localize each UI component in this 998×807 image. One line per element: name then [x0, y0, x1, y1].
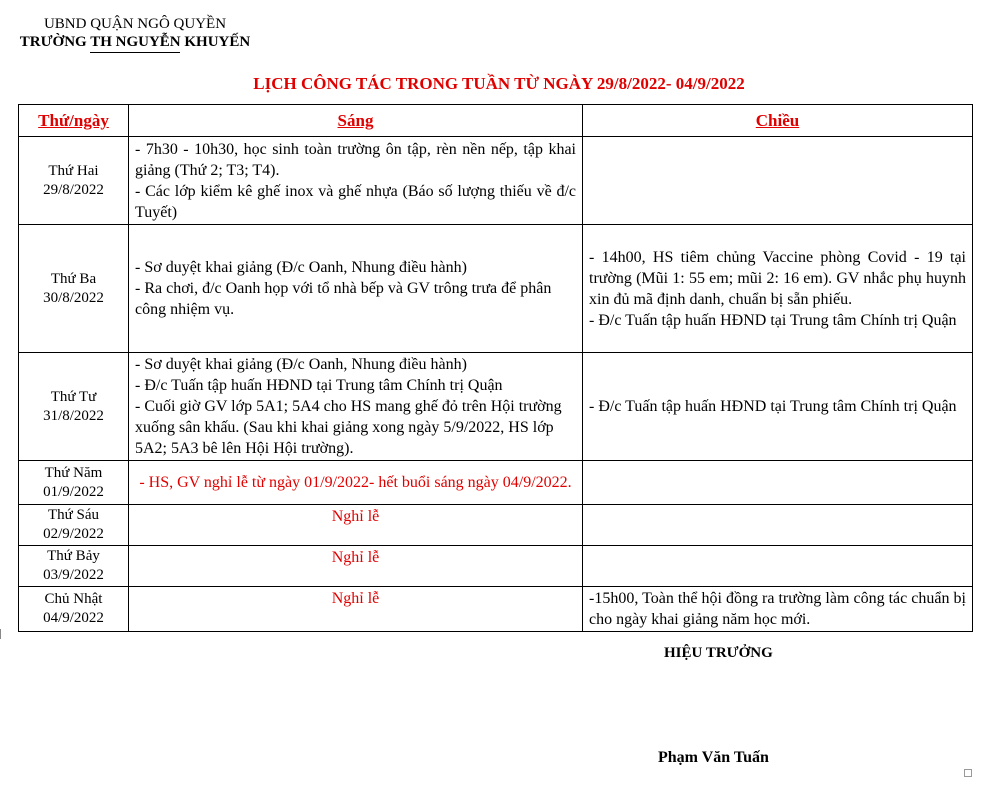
afternoon-cell: [583, 461, 973, 505]
school-header: [0, 15, 270, 53]
schedule-item: - Sơ duyệt khai giảng (Đ/c Oanh, Nhung điều hành): [135, 356, 467, 373]
holiday-label: Nghỉ lễ: [331, 508, 380, 525]
afternoon-cell: [583, 137, 973, 225]
table-row: [19, 461, 973, 505]
afternoon-cell: [583, 353, 973, 461]
schedule-item: - Cuối giờ GV lớp 5A1; 5A4 cho HS mang ghế đỏ trên Hội trường xuống sân khấu. (Sau khi khai giảng xong ngày 5/9/2022, HS lớp 5A2; 5A3 bê lên Hội Hội trường).: [135, 398, 562, 457]
day-cell: [19, 587, 129, 632]
day-name: Thứ Sáu: [47, 507, 100, 523]
margin-marker: [0, 629, 1, 639]
day-name: Thứ Bảy: [47, 548, 100, 564]
morning-cell: [129, 505, 583, 546]
afternoon-cell: [583, 546, 973, 587]
school-name: TRƯỜNG TH NGUYỄN KHUYẾN: [19, 34, 251, 50]
day-name: Thứ Năm: [44, 464, 103, 481]
morning-cell: [129, 353, 583, 461]
schedule-item: - Các lớp kiểm kê ghế inox và ghế nhựa (Báo số lượng thiếu về đ/c Tuyết): [135, 182, 576, 221]
signature-title: HIỆU TRƯỞNG: [664, 645, 773, 661]
column-header-day: Thứ/ngày: [19, 105, 129, 137]
day-date: 29/8/2022: [43, 181, 104, 198]
table-row: [19, 137, 973, 225]
afternoon-cell: [583, 587, 973, 632]
schedule-item: - Đ/c Tuấn tập huấn HĐND tại Trung tâm Chính trị Quận: [135, 377, 503, 394]
weekly-schedule-table: [18, 104, 973, 632]
day-date: 31/8/2022: [43, 407, 104, 424]
holiday-label: Nghỉ lễ: [331, 549, 380, 566]
day-name: Thứ Hai: [48, 162, 99, 179]
table-row: [19, 546, 973, 587]
day-date: 02/9/2022: [43, 526, 104, 542]
table-row: [19, 587, 973, 632]
schedule-title: LỊCH CÔNG TÁC TRONG TUẦN TỪ NGÀY 29/8/2022- 04/9/2022: [253, 74, 745, 93]
day-date: 03/9/2022: [43, 567, 104, 583]
afternoon-cell: [583, 505, 973, 546]
holiday-notice: - HS, GV nghỉ lễ từ ngày 01/9/2022- hết buổi sáng ngày 04/9/2022.: [139, 474, 572, 491]
schedule-item: -15h00, Toàn thể hội đồng ra trường làm công tác chuẩn bị cho ngày khai giảng năm học mới.: [589, 590, 966, 628]
day-name: Chủ Nhật: [44, 591, 103, 607]
header-underline: [90, 52, 180, 53]
morning-cell: [129, 461, 583, 505]
day-cell: [19, 546, 129, 587]
morning-cell: [129, 137, 583, 225]
day-name: Thứ Tư: [50, 388, 97, 405]
schedule-item: - Sơ duyệt khai giảng (Đ/c Oanh, Nhung điều hành): [135, 259, 467, 276]
morning-cell: [129, 225, 583, 353]
day-date: 30/8/2022: [43, 289, 104, 306]
day-name: Thứ Ba: [50, 270, 97, 287]
schedule-item: - Đ/c Tuấn tập huấn HĐND tại Trung tâm Chính trị Quận: [589, 398, 957, 415]
table-header-row: [19, 105, 973, 137]
day-date: 04/9/2022: [43, 610, 104, 626]
signature-name: Phạm Văn Tuấn: [658, 749, 769, 766]
schedule-item: - Ra chơi, đ/c Oanh họp với tổ nhà bếp và GV trông trưa để phân công nhiệm vụ.: [135, 280, 552, 318]
morning-cell: [129, 587, 583, 632]
schedule-item: - 14h00, HS tiêm chủng Vaccine phòng Covid - 19 tại trường (Mũi 1: 55 em; mũi 2: 16 em). GV nhắc phụ huynh xin đủ mã định danh, chuẩn bị sẵn phiếu.: [589, 248, 966, 308]
column-header-afternoon: Chiều: [583, 105, 973, 137]
district-name: UBND QUẬN NGÔ QUYỀN: [43, 16, 227, 32]
table-row: [19, 505, 973, 546]
day-cell: [19, 505, 129, 546]
day-cell: [19, 225, 129, 353]
column-header-morning: Sáng: [129, 105, 583, 137]
schedule-item: - 7h30 - 10h30, học sinh toàn trường ôn tập, rèn nền nếp, tập khai giảng (Thứ 2; T3; T4).: [135, 140, 576, 179]
table-row: [19, 225, 973, 353]
day-cell: [19, 137, 129, 225]
day-cell: [19, 461, 129, 505]
day-cell: [19, 353, 129, 461]
table-row: [19, 353, 973, 461]
morning-cell: [129, 546, 583, 587]
day-date: 01/9/2022: [43, 483, 104, 500]
afternoon-cell: [583, 225, 973, 353]
schedule-item: - Đ/c Tuấn tập huấn HĐND tại Trung tâm Chính trị Quận: [589, 311, 957, 329]
page-corner-handle[interactable]: [964, 769, 972, 777]
holiday-label: Nghỉ lễ: [331, 590, 380, 607]
